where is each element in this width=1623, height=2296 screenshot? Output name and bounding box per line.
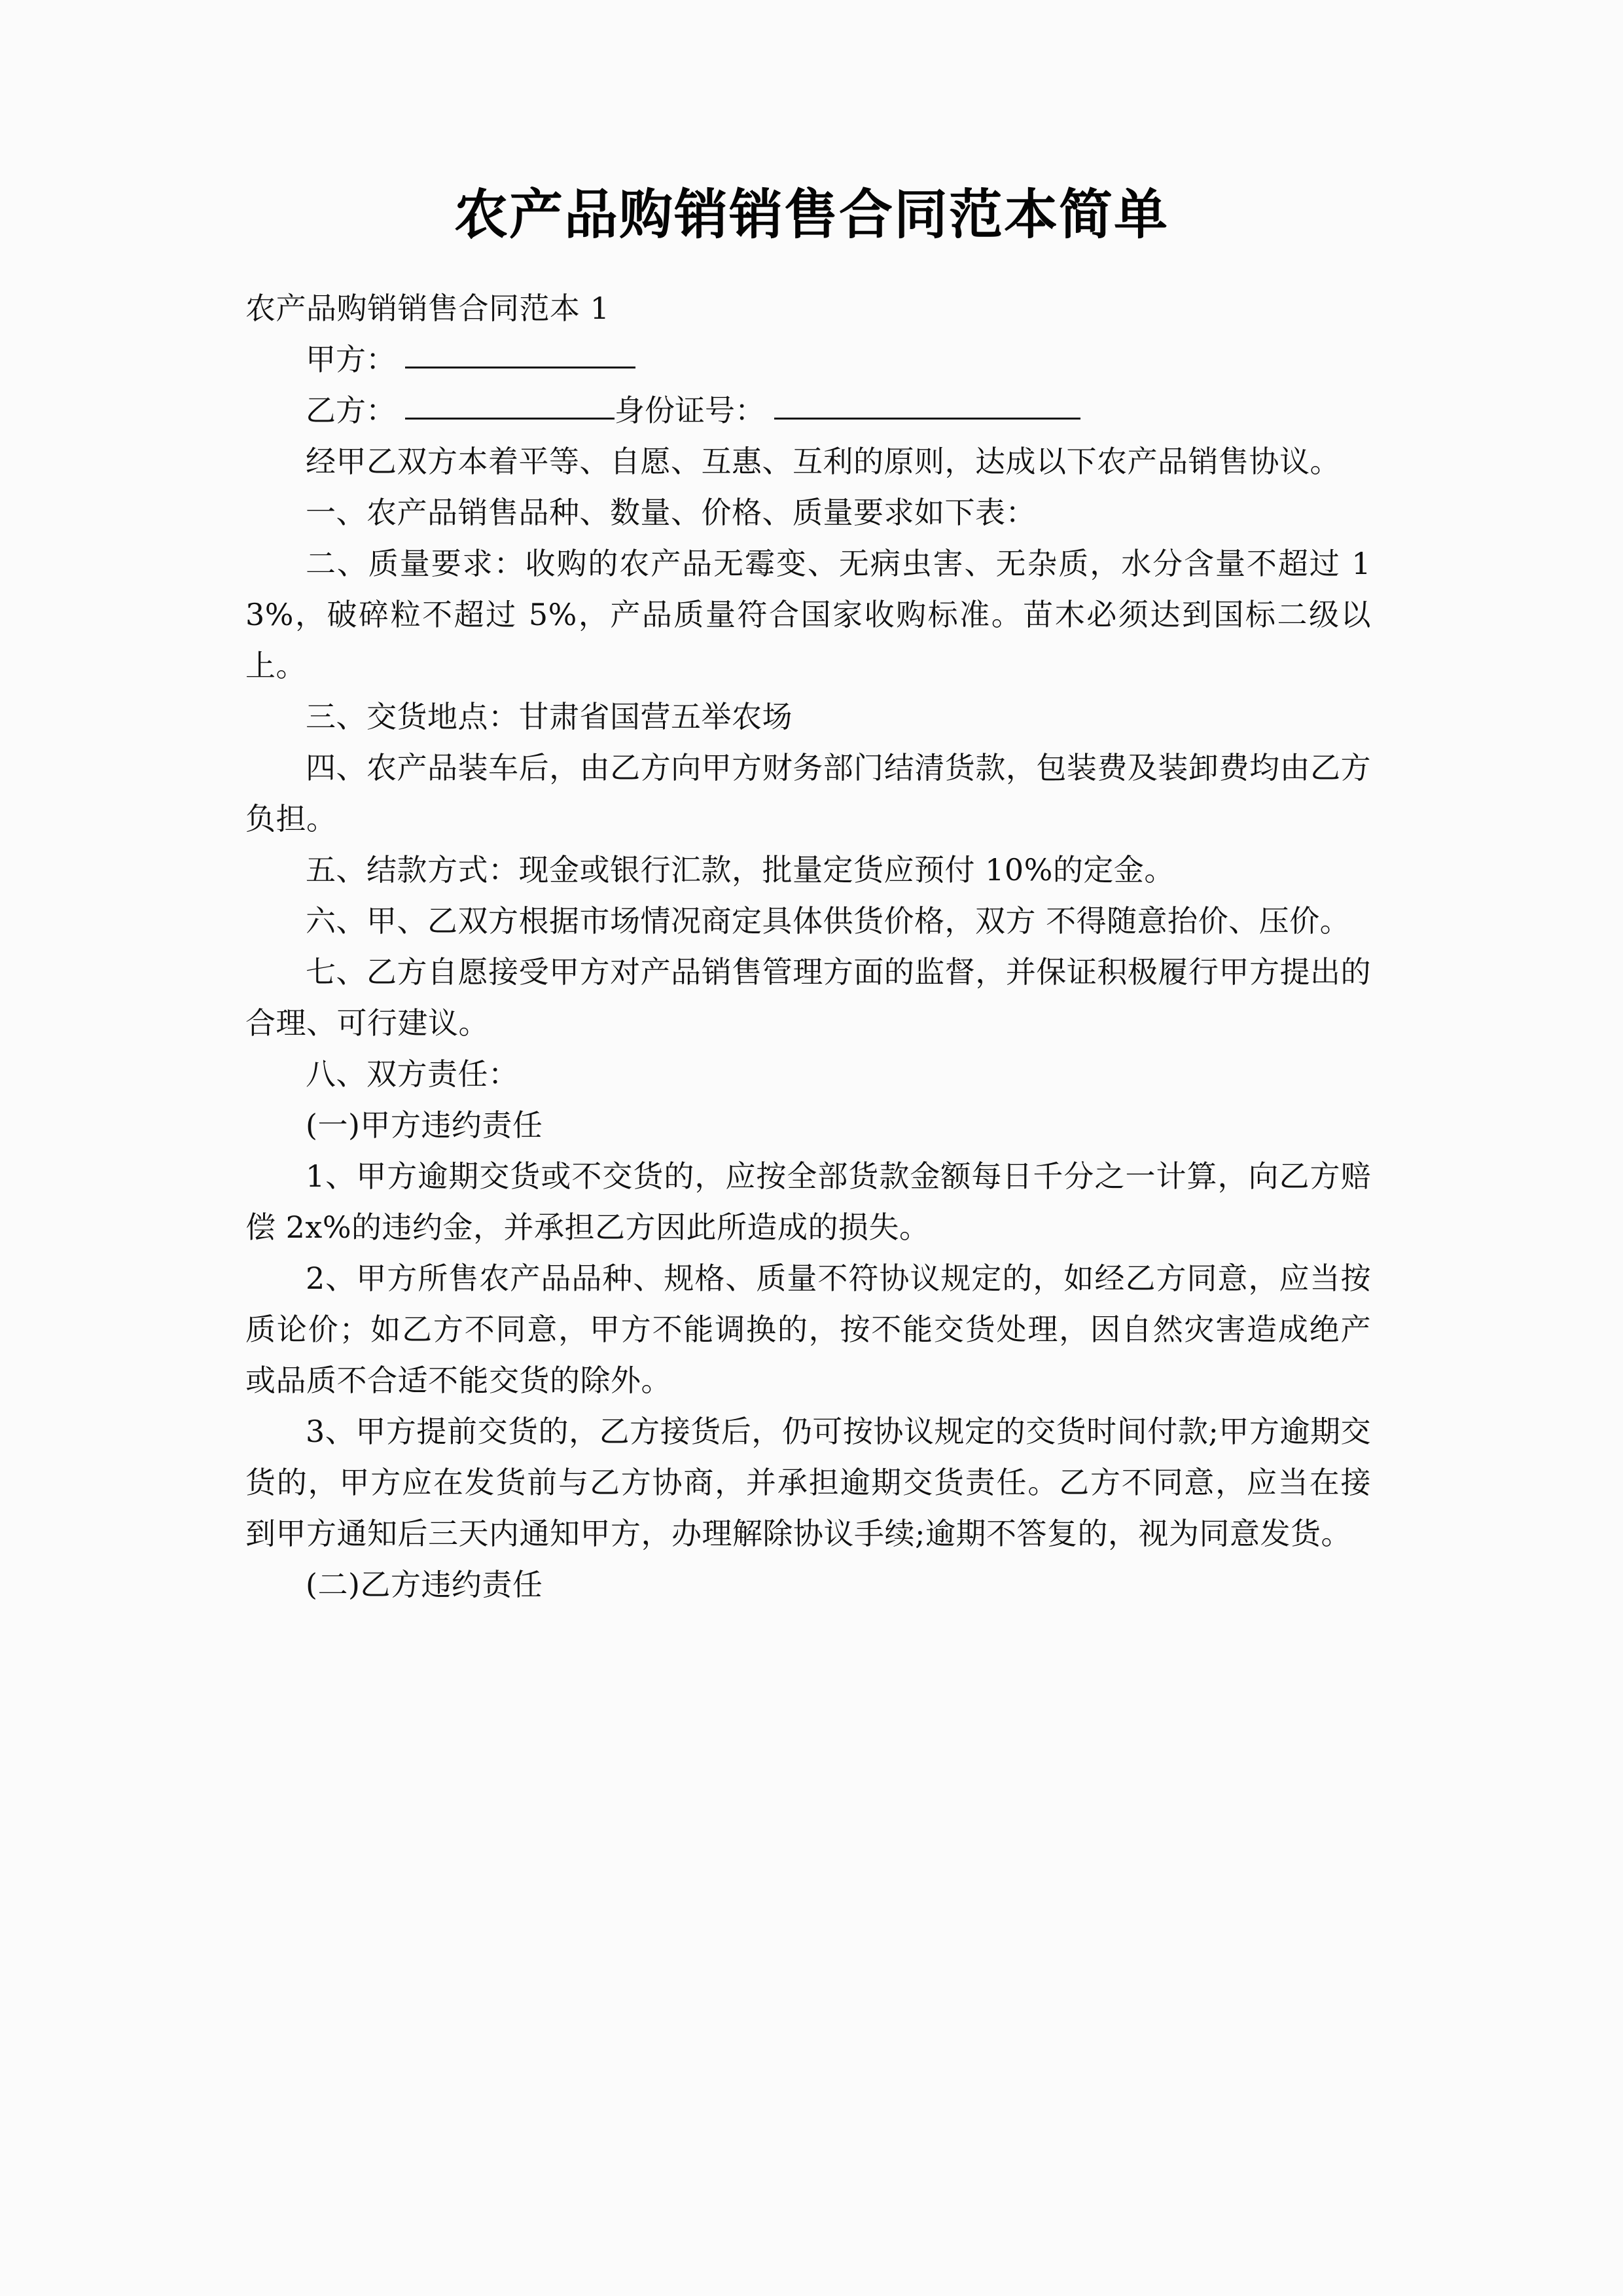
party-a-field-row bbox=[245, 334, 1371, 385]
subclause-one-heading: (一)甲方违约责任 bbox=[306, 1107, 543, 1143]
party-a-input[interactable] bbox=[405, 338, 635, 368]
clause-five: 五、结款方式：现金或银行汇款，批量定货应预付 10%的定金。 bbox=[306, 852, 1175, 888]
clause-seven: 七、乙方自愿接受甲方对产品销售管理方面的监督，并保证积极履行甲方提出的合理、可行建议。 bbox=[245, 954, 1371, 1041]
clause-four: 四、农产品装车后，由乙方向甲方财务部门结清货款，包装费及装卸费均由乙方负担。 bbox=[245, 750, 1371, 836]
party-b-label: 乙方： bbox=[306, 393, 396, 428]
clause-six: 六、甲、乙双方根据市场情况商定具体供货价格，双方 不得随意抬价、压价。 bbox=[306, 903, 1351, 939]
document-subtitle: 农产品购销销售合同范本 1 bbox=[245, 291, 610, 326]
clause-two: 二、质量要求：收购的农产品无霉变、无病虫害、无杂质，水分含量不超过 13%，破碎粒不超过 5%，产品质量符合国家收购标准。苗木必须达到国标二级以上。 bbox=[245, 546, 1371, 683]
party-b-field-row bbox=[245, 385, 1371, 436]
page-title: 农产品购销销售合同范本简单 bbox=[454, 183, 1169, 246]
id-number-input[interactable] bbox=[774, 389, 1080, 420]
clause-eight: 八、双方责任： bbox=[306, 1056, 519, 1092]
id-number-label: 身份证号： bbox=[615, 393, 765, 428]
clause-three: 三、交货地点：甘肃省国营五举农场 bbox=[306, 699, 793, 734]
document-body bbox=[245, 283, 1371, 1610]
party-b-input[interactable] bbox=[405, 389, 615, 420]
subclause-two-heading: (二)乙方违约责任 bbox=[306, 1567, 543, 1602]
party-a-label: 甲方： bbox=[306, 342, 396, 377]
subclause-one-point-three: 3、甲方提前交货的，乙方接货后，仍可按协议规定的交货时间付款;甲方逾期交货的，甲方应在发货前与乙方协商，并承担逾期交货责任。乙方不同意，应当在接到甲方通知后三天内通知甲方，办理解除协议手续;逾期不答复的，视为同意发货。 bbox=[245, 1414, 1371, 1551]
clause-one: 一、农产品销售品种、数量、价格、质量要求如下表： bbox=[306, 495, 1036, 530]
subclause-one-point-two: 2、甲方所售农产品品种、规格、质量不符协议规定的，如经乙方同意，应当按质论价；如乙方不同意，甲方不能调换的，按不能交货处理，因自然灾害造成绝产或品质不合适不能交货的除外。 bbox=[245, 1261, 1371, 1398]
preamble-paragraph: 经甲乙双方本着平等、自愿、互惠、互利的原则，达成以下农产品销售协议。 bbox=[306, 444, 1340, 479]
subclause-one-point-one: 1、甲方逾期交货或不交货的，应按全部货款金额每日千分之一计算，向乙方赔偿 2x%的违约金，并承担乙方因此所造成的损失。 bbox=[245, 1158, 1371, 1245]
